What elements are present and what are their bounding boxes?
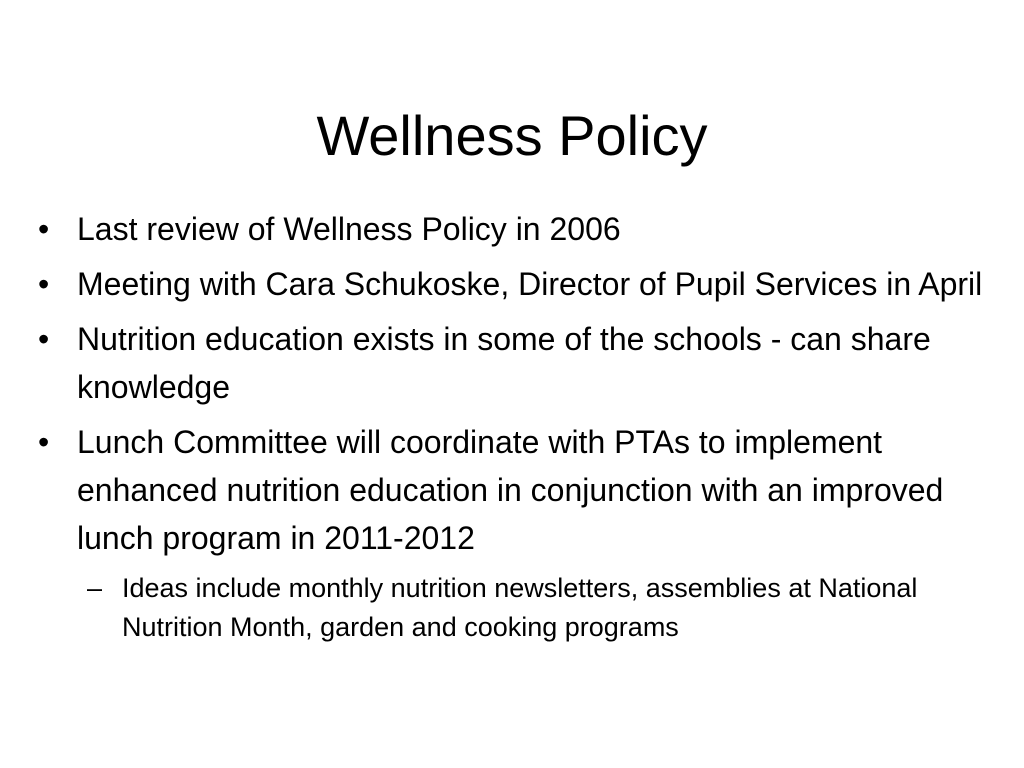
bullet-text: Lunch Committee will coordinate with PTAs to implement enhanced nutrition education in conjunction with an improved lunch program in 2011-2012 [77,424,944,556]
bullet-dot-icon: • [38,266,50,302]
sub-bullet-text: Ideas include monthly nutrition newsletters, assemblies at National Nutrition Month, garden and cooking programs [122,573,918,642]
bullet-list [30,205,1020,654]
bullet-text: Last review of Wellness Policy in 2006 [77,211,621,247]
slide-title: Wellness Policy [316,104,708,167]
bullet-item [30,205,1020,253]
bullet-dot-icon: • [38,321,50,357]
sub-bullet-item [77,569,1020,647]
bullet-text: Meeting with Cara Schukoske, Director of Pupil Services in April [77,266,983,302]
dash-icon: – [87,573,103,603]
sub-bullet-list [77,569,1020,647]
bullet-dot-icon: • [38,211,50,247]
bullet-text: Nutrition education exists in some of the schools - can share knowledge [77,321,931,405]
bullet-dot-icon: • [38,424,50,460]
bullet-item [30,418,1020,647]
bullet-item [30,315,1020,411]
bullet-item [30,260,1020,308]
